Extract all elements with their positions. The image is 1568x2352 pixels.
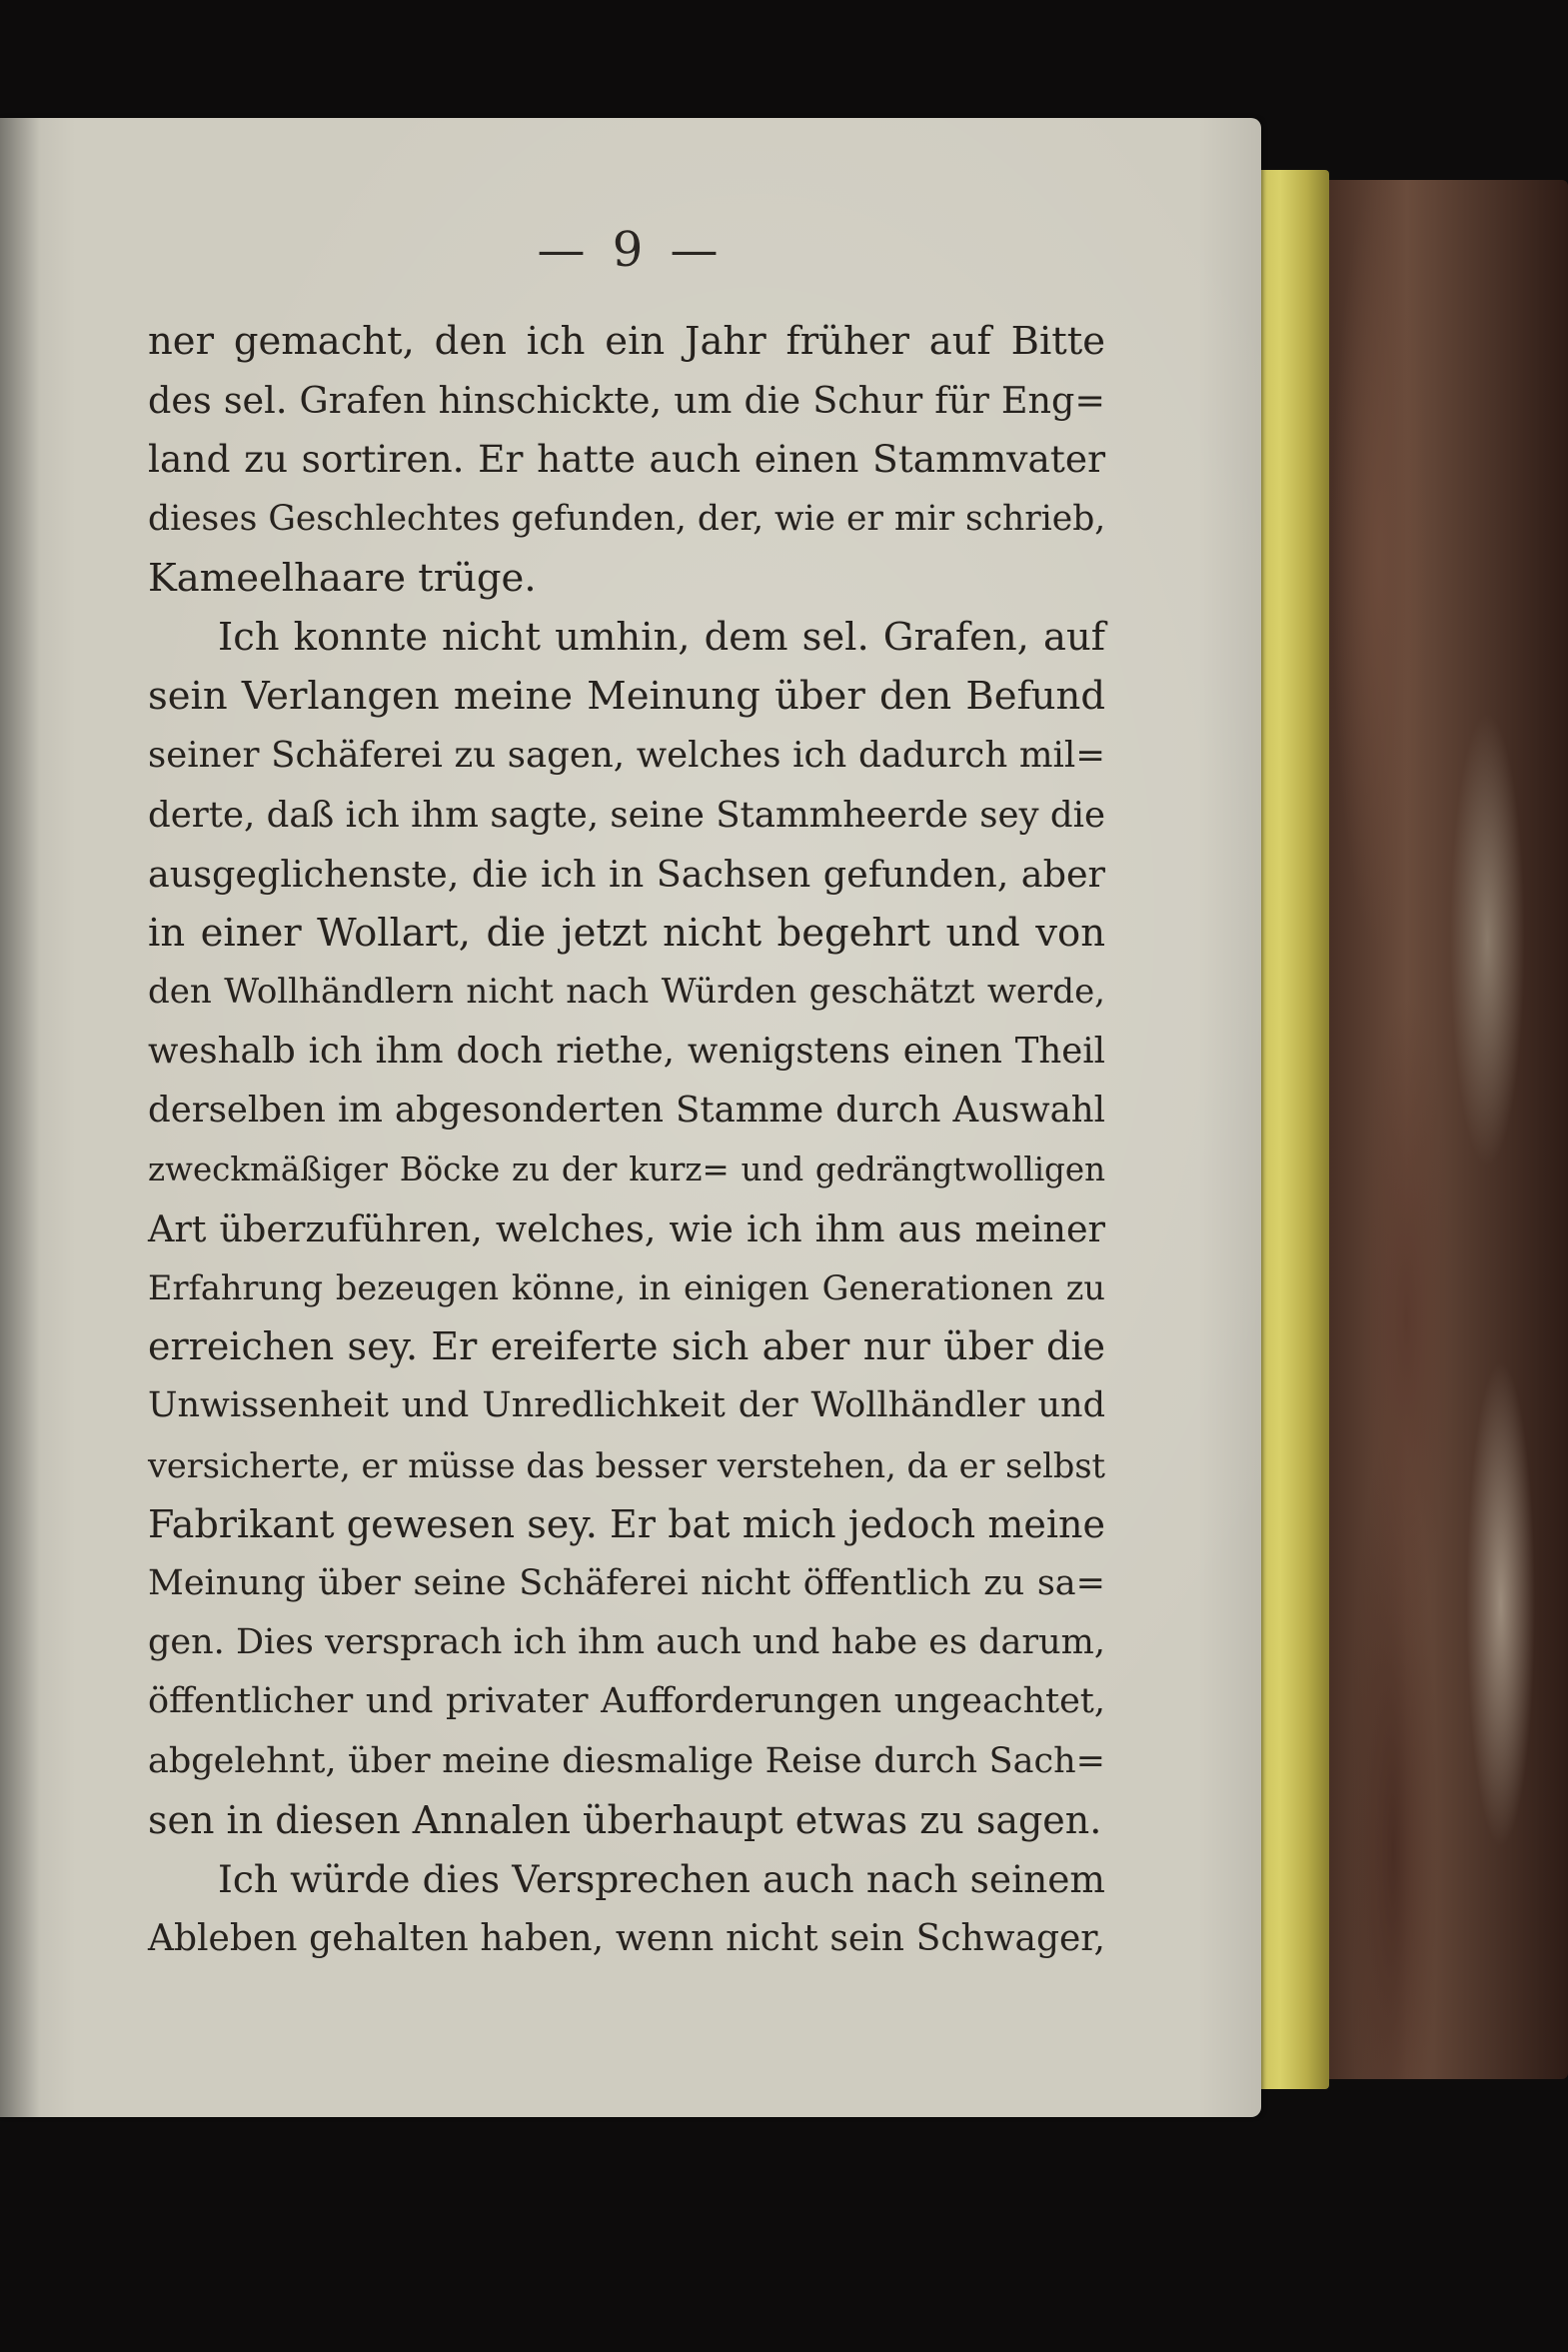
text-line: Kameelhaare trüge. [148,555,537,601]
text-line: des sel. Grafen hinschickte, um die Schur für Eng= [148,379,1105,423]
text-line: seiner Schäferei zu sagen, welches ich dadurch mil= [148,735,1105,777]
text-line: zweckmäßiger Böcke zu der kurz= und gedrängtwolligen [148,1150,1105,1188]
gilt-page-edge [1254,170,1329,2089]
text-line: derselben im abgesonderten Stamme durch Auswahl [148,1090,1105,1132]
page-number: — 9 — [537,222,725,278]
text-line: land zu sortiren. Er hatte auch einen Stammvater [148,437,1105,482]
text-line: versicherte, er müsse das besser verstehen, da er selbst [148,1445,1105,1485]
text-line: öffentlicher und privater Aufforderungen ungeachtet, [148,1681,1105,1722]
text-line: den Wollhändlern nicht nach Würden geschätzt werde, [148,972,1105,1013]
text-line: Ich würde dies Versprechen auch nach seinem [218,1856,1105,1901]
text-line: Unwissenheit und Unredlichkeit der Wollhändler und [148,1385,1105,1426]
text-line: derte, daß ich ihm sagte, seine Stammheerde sey die [148,794,1105,836]
text-line: Art überzuführen, welches, wie ich ihm aus meiner [148,1206,1105,1250]
text-line: Ich konnte nicht umhin, dem sel. Grafen, auf [218,614,1105,660]
text-line: Fabrikant gewesen sey. Er bat mich jedoch meine [148,1501,1105,1546]
text-line: sein Verlangen meine Meinung über den Befund [148,674,1105,720]
text-line: ausgeglichenste, die ich in Sachsen gefunden, aber [148,852,1105,896]
text-line: Erfahrung bezeugen könne, in einigen Generationen zu [148,1268,1105,1307]
text-line: Ableben gehalten haben, wenn nicht sein Schwager, [148,1918,1105,1960]
text-line: gen. Dies versprach ich ihm auch und habe es darum, [148,1622,1105,1663]
text-line: weshalb ich ihm doch riethe, wenigstens einen Theil [148,1031,1105,1073]
text-line: ner gemacht, den ich ein Jahr früher auf Bitte [148,319,1105,364]
text-line: dieses Geschlechtes gefunden, der, wie er mir schrieb, [148,498,1106,539]
gutter-shadow [0,118,40,2117]
marbled-back-cover [1299,180,1568,2079]
text-line: erreichen sey. Er ereiferte sich aber nur über die [148,1324,1105,1369]
text-line: abgelehnt, über meine diesmalige Reise durch Sach= [148,1740,1105,1781]
text-line: in einer Wollart, die jetzt nicht begehrt und von [148,910,1105,956]
text-line: sen in diesen Annalen überhaupt etwas zu sagen. [148,1797,1102,1842]
text-line: Meinung über seine Schäferei nicht öffentlich zu sa= [148,1562,1105,1603]
body-text [148,312,1105,1968]
